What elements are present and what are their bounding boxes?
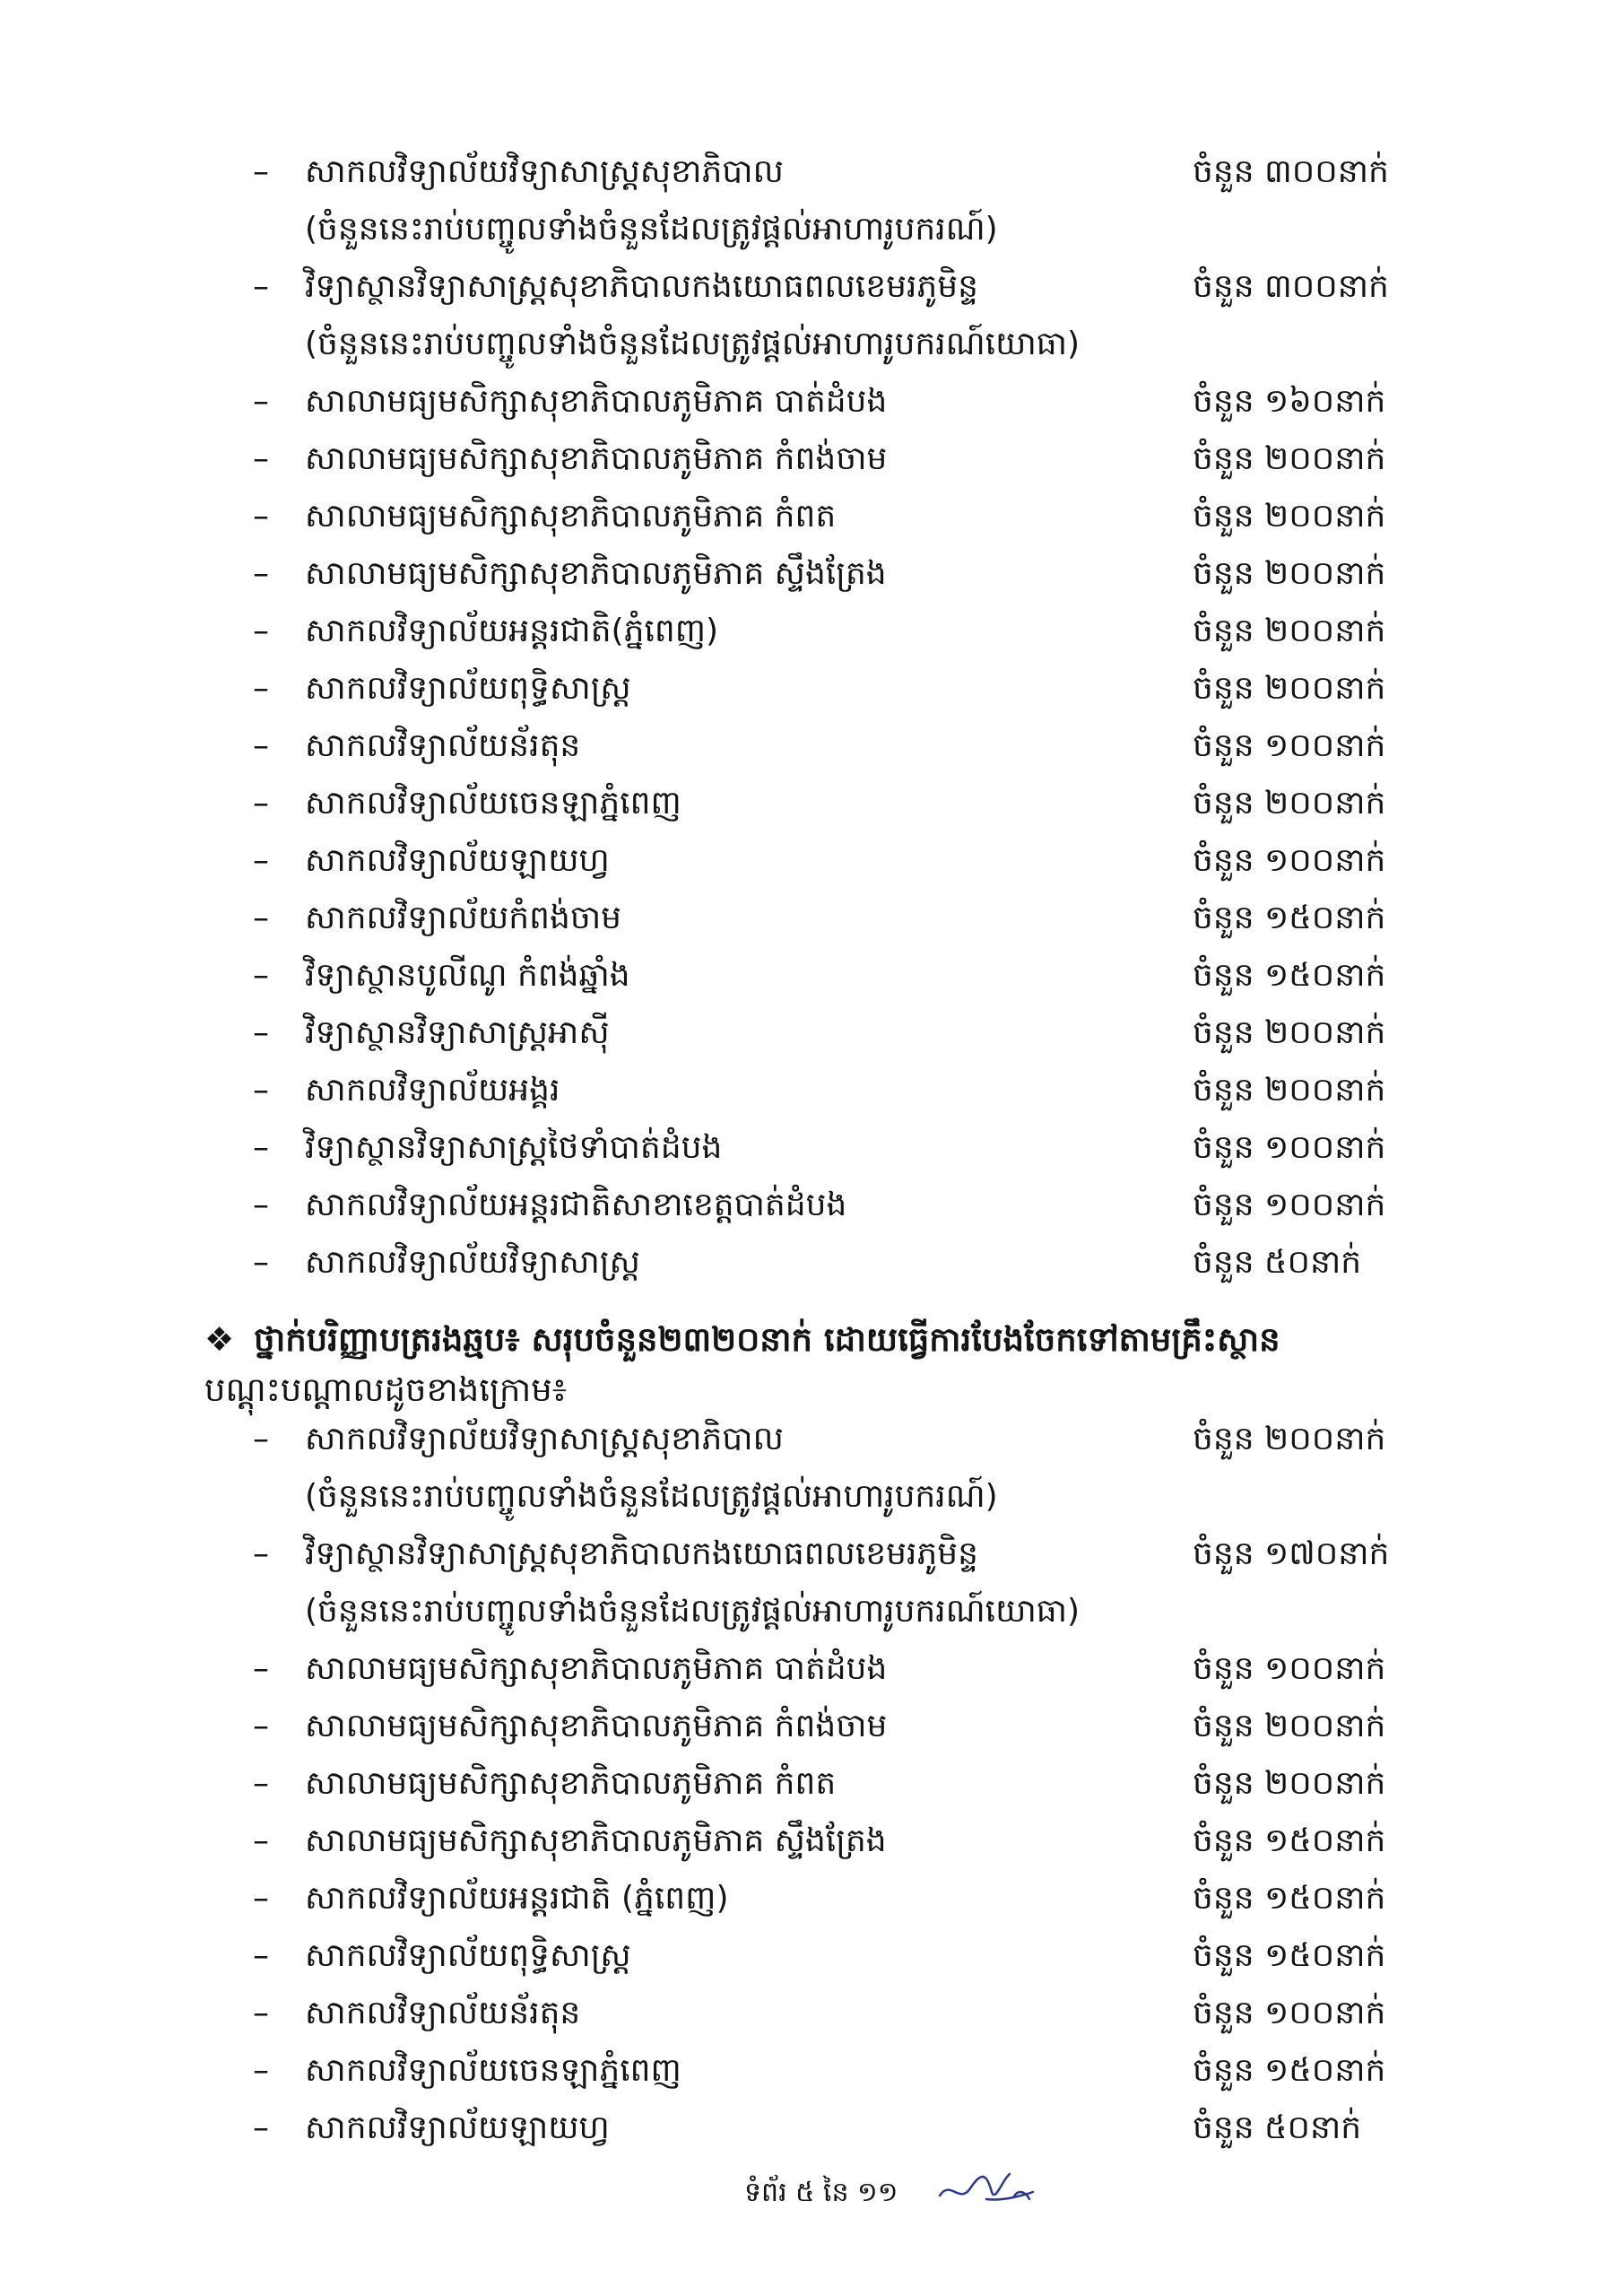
student-count: ចំនួន ១៥០នាក់ bbox=[1193, 900, 1386, 936]
dash-bullet: – bbox=[253, 1765, 269, 1802]
list-item bbox=[253, 1004, 1419, 1062]
dash-bullet: – bbox=[253, 785, 269, 822]
list-item bbox=[253, 1640, 1419, 1698]
dash-bullet: – bbox=[253, 2109, 269, 2146]
handwritten-signature-icon bbox=[933, 2152, 1040, 2215]
student-count: ចំនួន ១៦០នាក់ bbox=[1193, 383, 1386, 420]
student-count: ចំនួន ២០០នាក់ bbox=[1193, 1072, 1386, 1109]
student-count: ចំនួន ១០០នាក់ bbox=[1193, 842, 1386, 879]
list-item bbox=[253, 1177, 1419, 1234]
list-item bbox=[253, 2042, 1419, 2100]
list-item bbox=[253, 1813, 1419, 1870]
list-item bbox=[253, 718, 1419, 775]
dash-bullet: – bbox=[253, 1650, 269, 1687]
institution-name: សាលាមធ្យមសិក្សាសុខាភិបាលភូមិភាគ បាត់ដំបង bbox=[305, 383, 888, 420]
dash-bullet: – bbox=[253, 1072, 269, 1109]
institution-name: សាកលវិទ្យាល័យពុទ្ធិសាស្ត្រ bbox=[305, 1937, 631, 1974]
page-number: ទំព័រ ៥ នៃ ១១ bbox=[744, 2177, 898, 2208]
list-item bbox=[253, 1411, 1419, 1468]
student-count: ចំនួន ២០០នាក់ bbox=[1193, 1014, 1386, 1051]
scholarship-note: (ចំនួននេះរាប់បញ្ចូលទាំងចំនួនដែលត្រូវផ្ដល់អាហារូបករណ៍យោធា) bbox=[305, 326, 1081, 362]
institution-name: សាកលវិទ្យាល័យវិទ្យាសាស្ត្រ bbox=[305, 1244, 640, 1281]
institution-name: សាកលវិទ្យាល័យវិទ្យាសាស្ត្រសុខាភិបាល bbox=[305, 153, 784, 190]
student-count: ចំនួន ១០០នាក់ bbox=[1193, 1650, 1386, 1687]
list-item bbox=[253, 373, 1419, 430]
institution-name: វិទ្យាស្ថានវិទ្យាសាស្ត្រសុខាភិបាលកងយោធពលខេមរភូមិន្ទ bbox=[305, 268, 978, 305]
dash-bullet: – bbox=[253, 613, 269, 649]
list-item bbox=[253, 1062, 1419, 1119]
institution-name: វិទ្យាស្ថានវិទ្យាសាស្ត្រសុខាភិបាលកងយោធពលខេមរភូមិន្ទ bbox=[305, 1535, 978, 1572]
scholarship-note: (ចំនួននេះរាប់បញ្ចូលទាំងចំនួនដែលត្រូវផ្ដល់អាហារូបករណ៍) bbox=[305, 211, 998, 248]
second-institution-list bbox=[253, 1411, 1419, 2157]
student-count: ចំនួន ១៧០នាក់ bbox=[1193, 1535, 1390, 1572]
list-item bbox=[253, 1526, 1419, 1583]
dash-bullet: – bbox=[253, 1535, 269, 1572]
institution-name: សាកលវិទ្យាល័យចេនឡាភ្នំពេញ bbox=[305, 785, 681, 822]
student-count: ចំនួន ១៥០នាក់ bbox=[1193, 1822, 1386, 1859]
student-count: ចំនួន ១៥០នាក់ bbox=[1193, 2052, 1386, 2089]
student-count: ចំនួន ២០០នាក់ bbox=[1193, 613, 1386, 649]
student-count: ចំនួន ១៥០នាក់ bbox=[1193, 957, 1386, 994]
student-count: ចំនួន ១០០នាក់ bbox=[1193, 727, 1386, 764]
institution-name: សាកលវិទ្យាល័យន័រតុន bbox=[305, 727, 581, 764]
section-title: ថ្នាក់បរិញ្ញាបត្ររងឆ្មប៖ សរុបចំនួន២៣២០នាក់ ដោយធ្វើការបែងចែកទៅតាមគ្រឹះស្ថាន bbox=[254, 1320, 1280, 1359]
dash-bullet: – bbox=[253, 900, 269, 936]
dash-bullet: – bbox=[253, 1708, 269, 1744]
student-count: ចំនួន ១០០នាក់ bbox=[1193, 1995, 1386, 2031]
list-item bbox=[253, 545, 1419, 603]
dash-bullet: – bbox=[253, 383, 269, 420]
institution-name: សាលាមធ្យមសិក្សាសុខាភិបាលភូមិភាគ បាត់ដំបង bbox=[305, 1650, 888, 1687]
institution-name: សាកលវិទ្យាល័យចេនឡាភ្នំពេញ bbox=[305, 2052, 681, 2089]
list-item bbox=[253, 832, 1419, 890]
student-count: ចំនួន ២០០នាក់ bbox=[1193, 498, 1386, 535]
dash-bullet: – bbox=[253, 1129, 269, 1166]
dash-bullet: – bbox=[253, 1937, 269, 1974]
list-item bbox=[253, 2100, 1419, 2157]
dash-bullet: – bbox=[253, 1822, 269, 1859]
institution-name: សាលាមធ្យមសិក្សាសុខាភិបាលភូមិភាគ កំពត bbox=[305, 498, 837, 535]
scholarship-note: (ចំនួននេះរាប់បញ្ចូលទាំងចំនួនដែលត្រូវផ្ដល់អាហារូបករណ៍យោធា) bbox=[305, 1593, 1081, 1630]
dash-bullet: – bbox=[253, 1880, 269, 1917]
institution-name: វិទ្យាស្ថានវិទ្យាសាស្ត្រថៃទាំបាត់ដំបង bbox=[305, 1129, 723, 1166]
dash-bullet: – bbox=[253, 727, 269, 764]
list-item bbox=[253, 1755, 1419, 1813]
dash-bullet: – bbox=[253, 1244, 269, 1281]
student-count: ចំនួន ៥០នាក់ bbox=[1193, 2109, 1362, 2146]
student-count: ចំនួន ២០០នាក់ bbox=[1193, 440, 1386, 477]
student-count: ចំនួន ២០០នាក់ bbox=[1193, 555, 1386, 592]
student-count: ចំនួន ២០០នាក់ bbox=[1193, 1708, 1386, 1744]
institution-name: វិទ្យាស្ថានវិទ្យាសាស្ត្រអាស៊ី bbox=[305, 1014, 610, 1051]
institution-name: វិទ្យាស្ថានបូលីណូ កំពង់ឆ្នាំង bbox=[305, 957, 630, 994]
institution-name: សាកលវិទ្យាល័យអង្គរ bbox=[305, 1072, 560, 1109]
dash-bullet: – bbox=[253, 670, 269, 707]
dash-bullet: – bbox=[253, 268, 269, 305]
student-count: ចំនួន ១៥០នាក់ bbox=[1193, 1880, 1386, 1917]
institution-name: សាលាមធ្យមសិក្សាសុខាភិបាលភូមិភាគ កំពង់ចាម bbox=[305, 440, 888, 477]
dash-bullet: – bbox=[253, 2052, 269, 2089]
scholarship-note: (ចំនួននេះរាប់បញ្ចូលទាំងចំនួនដែលត្រូវផ្ដល់អាហារូបករណ៍) bbox=[305, 1478, 998, 1515]
student-count: ចំនួន ៣០០នាក់ bbox=[1193, 268, 1389, 305]
list-item bbox=[253, 1234, 1419, 1292]
institution-name: សាកលវិទ្យាល័យឡាយហ្វ bbox=[305, 842, 610, 879]
list-item bbox=[253, 1927, 1419, 1985]
institution-name: សាកលវិទ្យាល័យវិទ្យាសាស្ត្រសុខាភិបាល bbox=[305, 1421, 784, 1457]
list-item bbox=[253, 488, 1419, 545]
section-title-continuation: បណ្ដុះបណ្ដាលដូចខាងក្រោម៖ bbox=[204, 1370, 567, 1409]
student-count: ចំនួន ៥០នាក់ bbox=[1193, 1244, 1362, 1281]
dash-bullet: – bbox=[253, 498, 269, 535]
student-count: ចំនួន ១៥០នាក់ bbox=[1193, 1937, 1386, 1974]
dash-bullet: – bbox=[253, 957, 269, 994]
institution-name: សាកលវិទ្យាល័យឡាយហ្វ bbox=[305, 2109, 610, 2146]
institution-name: សាកលវិទ្យាល័យអន្តរជាតិ(ភ្នំពេញ) bbox=[305, 613, 719, 649]
dash-bullet: – bbox=[253, 1014, 269, 1051]
student-count: ចំនួន ១០០នាក់ bbox=[1193, 1129, 1386, 1166]
institution-name: សាកលវិទ្យាល័យពុទ្ធិសាស្ត្រ bbox=[305, 670, 631, 707]
dash-bullet: – bbox=[253, 1995, 269, 2031]
dash-bullet: – bbox=[253, 153, 269, 190]
list-item bbox=[253, 660, 1419, 718]
list-item bbox=[253, 603, 1419, 660]
first-institution-list bbox=[253, 144, 1419, 1292]
dash-bullet: – bbox=[253, 1421, 269, 1457]
list-item bbox=[253, 1985, 1419, 2042]
list-item bbox=[253, 430, 1419, 488]
list-item bbox=[253, 144, 1419, 201]
student-count: ចំនួន ១០០នាក់ bbox=[1193, 1187, 1386, 1223]
list-item bbox=[253, 1698, 1419, 1755]
student-count: ចំនួន ២០០នាក់ bbox=[1193, 1421, 1386, 1457]
institution-name: សាកលវិទ្យាល័យអន្តរជាតិ (ភ្នំពេញ) bbox=[305, 1880, 729, 1917]
list-item bbox=[253, 775, 1419, 832]
dash-bullet: – bbox=[253, 1187, 269, 1223]
student-count: ចំនួន ២០០នាក់ bbox=[1193, 1765, 1386, 1802]
institution-name: សាលាមធ្យមសិក្សាសុខាភិបាលភូមិភាគ កំពត bbox=[305, 1765, 837, 1802]
list-item bbox=[253, 947, 1419, 1004]
student-count: ចំនួន ២០០នាក់ bbox=[1193, 670, 1386, 707]
list-item bbox=[253, 1870, 1419, 1927]
dash-bullet: – bbox=[253, 440, 269, 477]
institution-name: សាលាមធ្យមសិក្សាសុខាភិបាលភូមិភាគ ស្ទឹងត្រែង bbox=[305, 555, 887, 592]
dash-bullet: – bbox=[253, 842, 269, 879]
diamond-bullet-icon: ❖ bbox=[204, 1320, 235, 1359]
institution-name: សាកលវិទ្យាល័យន័រតុន bbox=[305, 1995, 581, 2031]
dash-bullet: – bbox=[253, 555, 269, 592]
section-heading bbox=[204, 1315, 1424, 1415]
student-count: ចំនួន ៣០០នាក់ bbox=[1193, 153, 1389, 190]
list-item bbox=[253, 890, 1419, 947]
institution-name: សាកលវិទ្យាល័យអន្តរជាតិសាខាខេត្តបាត់ដំបង bbox=[305, 1187, 847, 1223]
list-item bbox=[253, 258, 1419, 316]
institution-name: សាលាមធ្យមសិក្សាសុខាភិបាលភូមិភាគ ស្ទឹងត្រែង bbox=[305, 1822, 887, 1859]
list-item bbox=[253, 1119, 1419, 1177]
institution-name: សាកលវិទ្យាល័យកំពង់ចាម bbox=[305, 900, 621, 936]
student-count: ចំនួន ២០០នាក់ bbox=[1193, 785, 1386, 822]
institution-name: សាលាមធ្យមសិក្សាសុខាភិបាលភូមិភាគ កំពង់ចាម bbox=[305, 1708, 888, 1744]
